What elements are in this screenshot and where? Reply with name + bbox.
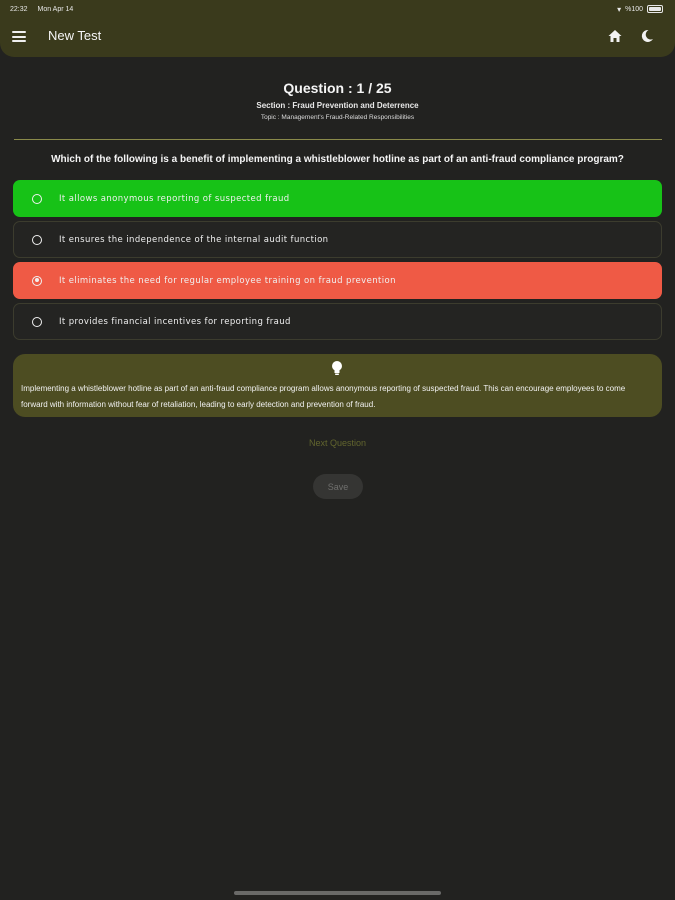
answer-option-label: It ensures the independence of the internal audit function (59, 234, 329, 245)
page-title: New Test (48, 28, 102, 43)
next-question-button[interactable]: Next Question (308, 438, 367, 448)
save-button[interactable]: Save (313, 474, 363, 499)
moon-icon[interactable] (639, 28, 655, 44)
home-indicator[interactable] (234, 891, 441, 895)
battery-icon (647, 5, 663, 13)
radio-icon[interactable] (32, 317, 42, 327)
wifi-icon: ▾ (617, 4, 622, 14)
radio-selected-icon[interactable] (32, 276, 42, 286)
header-divider (14, 139, 662, 140)
status-date: Mon Apr 14 (37, 5, 74, 13)
battery-percent: %100 (625, 5, 643, 13)
question-topic: Topic : Management's Fraud-Related Responsibilities (260, 114, 415, 121)
answer-option-2[interactable] (13, 221, 662, 258)
radio-icon[interactable] (32, 194, 42, 204)
explanation-text: Implementing a whistleblower hotline as part of an anti-fraud compliance program allows anonymous reporting of suspected fraud. This can encourage employees to come forward with information without fear of retaliation, leading to early detection and prevention of fraud. (21, 384, 626, 409)
explanation-card (13, 354, 662, 417)
answer-option-4[interactable] (13, 303, 662, 340)
question-header (0, 80, 675, 121)
hamburger-menu-icon[interactable] (12, 31, 26, 42)
answer-option-3[interactable] (13, 262, 662, 299)
status-bar (10, 3, 663, 15)
question-counter: Question : 1 / 25 (283, 80, 392, 96)
status-time: 22:32 (10, 5, 28, 13)
question-section: Section : Fraud Prevention and Deterrence (256, 101, 419, 110)
home-icon[interactable] (607, 28, 623, 44)
answer-option-1[interactable] (13, 180, 662, 217)
question-text: Which of the following is a benefit of implementing a whistleblower hotline as part of an anti-fraud compliance program? (51, 154, 624, 165)
app-bar (0, 0, 675, 57)
answer-option-label: It eliminates the need for regular employee training on fraud prevention (59, 275, 396, 286)
lightbulb-icon (330, 360, 344, 376)
answer-option-label: It allows anonymous reporting of suspected fraud (59, 193, 290, 204)
answer-option-label: It provides financial incentives for reporting fraud (59, 316, 291, 327)
radio-icon[interactable] (32, 235, 42, 245)
